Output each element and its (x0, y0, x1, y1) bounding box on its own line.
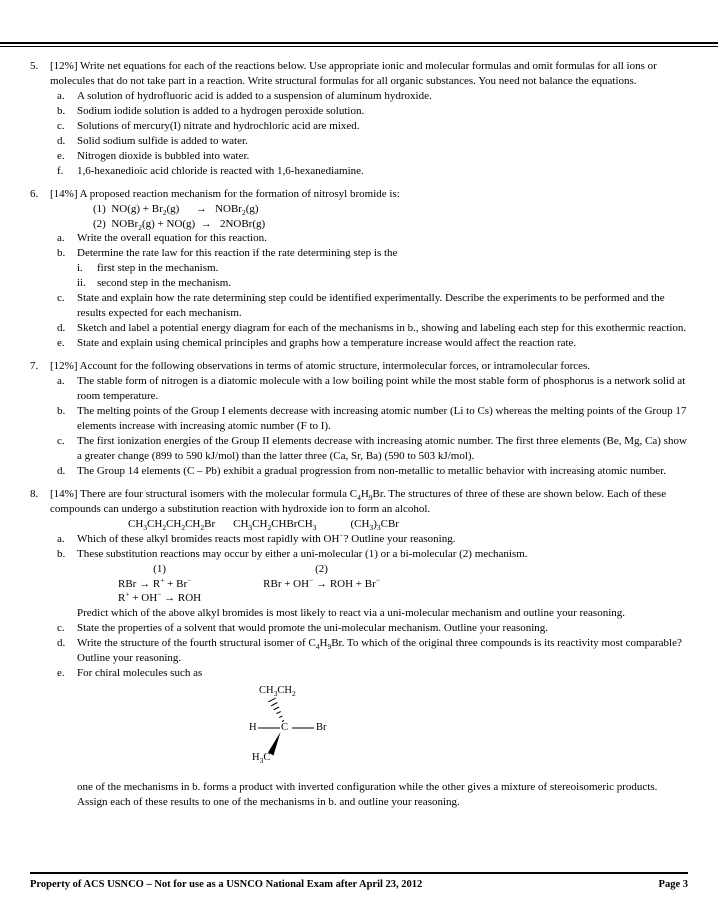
list-item (50, 404, 688, 434)
item-text: Sodium iodide solution is added to a hydrogen peroxide solution. (77, 105, 365, 117)
item-label: a. (57, 375, 65, 387)
item-text: 1,6-hexanedioic acid chloride is reacted with 1,6-hexanediamine. (77, 165, 364, 177)
mechanism-2-equation-1: RBr + OH− → ROH + Br− (263, 574, 380, 590)
list-item (50, 666, 688, 681)
item-label: d. (57, 135, 66, 147)
structure-bottom-label: $H_3C$ (252, 751, 271, 765)
closing-paragraph: one of the mechanisms in b. forms a product with inverted configuration while the other gives a mixture of stereoisomeric products. Assign each of these results to one of the mechanisms in b. and outline your reasoning. (77, 780, 658, 808)
list-item (50, 532, 688, 547)
reaction-equation-2: (2) NOBr$_2$(g) + NO(g) → 2NOBr(g) (93, 217, 266, 232)
item-text: The first ionization energies of the Group II elements decrease with increasing atomic number. The first three elements (Be, Mg, Ca) show a greater change (899 to 590 kJ/mol) than the latter three (Ca, Sr, Ba) (590 to 503 kJ/mol). (77, 435, 687, 462)
list-item (50, 636, 688, 666)
item-label: d. (57, 322, 66, 334)
isomer-formula-1: $CH_3CH_2CH_2CH_2Br$ (128, 518, 216, 533)
item-text: Determine the rate law for this reaction if the rate determining step is the (77, 247, 398, 259)
subitem-text: second step in the mechanism. (97, 277, 232, 289)
subitem-label: ii. (77, 277, 86, 289)
list-item (50, 164, 688, 179)
list-item (50, 89, 688, 104)
item-label: c. (57, 621, 65, 634)
item-label: e. (57, 337, 65, 349)
item-label: d. (57, 636, 66, 649)
item-label: a. (57, 232, 65, 244)
isomer-formulas-row (50, 517, 688, 532)
item-label: c. (57, 120, 65, 132)
mechanism-block (50, 562, 688, 606)
structure-right-label: Br (316, 721, 327, 733)
list-item (50, 291, 688, 321)
item-label: a. (57, 533, 65, 545)
subitem-label: i. (77, 262, 83, 274)
item-label: b. (57, 405, 66, 417)
question-intro: [12%] Write net equations for each of the reactions below. Use appropriate ionic and molecular formulas and omit formulas for all ions or molecules that do not take part in a reaction. Write structural formulas for all organic substances. You need not balance the equations. (50, 60, 657, 87)
predict-sentence: Predict which of the above alkyl bromides is most likely to react via a uni-molecular mechanism and outline your reasoning. (77, 606, 626, 619)
item-label: e. (57, 666, 65, 679)
mechanism-1-equation-1: RBr → R+ + Br− (118, 574, 192, 590)
structure-top-label: $CH_3CH_2$ (259, 684, 296, 698)
item-label: b. (57, 548, 66, 560)
item-text: State and explain using chemical principles and graphs how a temperature increase would affect the reaction rate. (77, 337, 577, 349)
mechanism-2-column (263, 562, 380, 606)
list-item (50, 464, 688, 479)
item-text: State the properties of a solvent that would promote the uni-molecular mechanism. Outline your reasoning. (77, 621, 549, 634)
footer-page-number: Page 3 (658, 879, 688, 890)
question-intro: [14%] A proposed reaction mechanism for the formation of nitrosyl bromide is: (50, 188, 400, 200)
sub-list-item (77, 261, 688, 276)
chiral-structure-diagram (246, 682, 358, 766)
structure-center-label: C (281, 721, 289, 733)
item-text: These substitution reactions may occur by either a uni-molecular (1) or a bi-molecular (2) mechanism. (77, 548, 528, 560)
item-text: Solid sodium sulfide is added to water. (77, 135, 248, 147)
question-number: 6. (30, 188, 39, 200)
item-label: a. (57, 90, 65, 102)
page-content (0, 59, 718, 810)
item-label: b. (57, 247, 66, 259)
item-text: Write the structure of the fourth structural isomer of $C_4H_9Br$. To which of the original three compounds is its reactivity most comparable? Outline your reasoning. (77, 636, 682, 664)
question-number: 7. (30, 360, 39, 372)
item-text: The melting points of the Group I elements decrease with increasing atomic number (Li to Cs) whereas the melting points of the Group 17 elements increase with increasing atomic number (F to I). (77, 405, 687, 432)
mechanism-1-header: (1) (153, 563, 166, 575)
list-item (50, 336, 688, 351)
structure-left-label: H (249, 721, 257, 733)
item-text: Which of these alkyl bromides reacts most rapidly with OH−? Outline your reasoning. (77, 530, 456, 545)
question-5 (30, 59, 688, 179)
list-item (50, 104, 688, 119)
list-item (50, 246, 688, 291)
list-item (50, 621, 688, 636)
list-item (50, 119, 688, 134)
subitem-text: first step in the mechanism. (97, 262, 219, 274)
item-text: For chiral molecules such as (77, 666, 203, 679)
item-text: State and explain how the rate determining step could be identified experimentally. Describe the experiments to be performed and the results expected for each mechanism. (77, 292, 665, 319)
list-item (50, 149, 688, 164)
sub-list-item (77, 276, 688, 291)
question-intro: [12%] Account for the following observations in terms of atomic structure, intermolecular forces, or intramolecular forces. (50, 360, 591, 372)
list-item (50, 374, 688, 404)
footer-rule (30, 872, 688, 874)
footer-property-text: Property of ACS USNCO – Not for use as a USNCO National Exam after April 23, 2012 (30, 879, 423, 890)
item-text: The stable form of nitrogen is a diatomic molecule with a low boiling point while the most stable form of phosphorus is a network solid at room temperature. (77, 375, 686, 402)
top-double-rule (0, 42, 718, 47)
page-footer (30, 872, 688, 892)
question-8 (30, 487, 688, 810)
list-item (50, 547, 688, 562)
mechanism-1-column (118, 562, 201, 606)
item-text: A solution of hydrofluoric acid is added to a suspension of aluminum hydroxide. (77, 90, 432, 102)
question-6 (30, 187, 688, 351)
item-text: Solutions of mercury(I) nitrate and hydrochloric acid are mixed. (77, 120, 360, 132)
question-number: 5. (30, 60, 39, 72)
question-intro: [14%] There are four structural isomers with the molecular formula $C_4H_9Br$. The structures of three of these are shown below. Each of these compounds can undergo a substitution reaction with hydroxide ion to form an alcohol. (50, 488, 667, 515)
mechanism-2-header: (2) (315, 563, 328, 575)
item-text: Nitrogen dioxide is bubbled into water. (77, 150, 250, 162)
question-7 (30, 359, 688, 479)
item-text: The Group 14 elements (C – Pb) exhibit a gradual progression from non-metallic to metallic behavior with increasing atomic number. (77, 465, 666, 477)
list-item (50, 321, 688, 336)
mechanism-1-equation-2: R+ + OH− → ROH (118, 589, 202, 604)
item-text: Write the overall equation for this reaction. (77, 232, 267, 244)
question-number: 8. (30, 488, 39, 500)
reaction-equation-1: (1) $NO(g) + Br_2(g)$ → NOBr$_2$(g) (93, 203, 259, 218)
list-item (50, 134, 688, 149)
list-item (50, 231, 688, 246)
item-label: c. (57, 435, 65, 447)
item-label: e. (57, 150, 65, 162)
isomer-formula-3: $(CH_3)_3CBr$ (350, 518, 399, 533)
item-label: c. (57, 292, 65, 304)
item-text: Sketch and label a potential energy diagram for each of the mechanisms in b., showing and labeling each step for this exothermic reaction. (77, 322, 687, 334)
item-label: b. (57, 105, 66, 117)
isomer-formula-2: $CH_3CH_2CHBrCH_3$ (233, 518, 317, 533)
item-label: f. (57, 165, 64, 177)
item-label: d. (57, 465, 66, 477)
list-item (50, 434, 688, 464)
